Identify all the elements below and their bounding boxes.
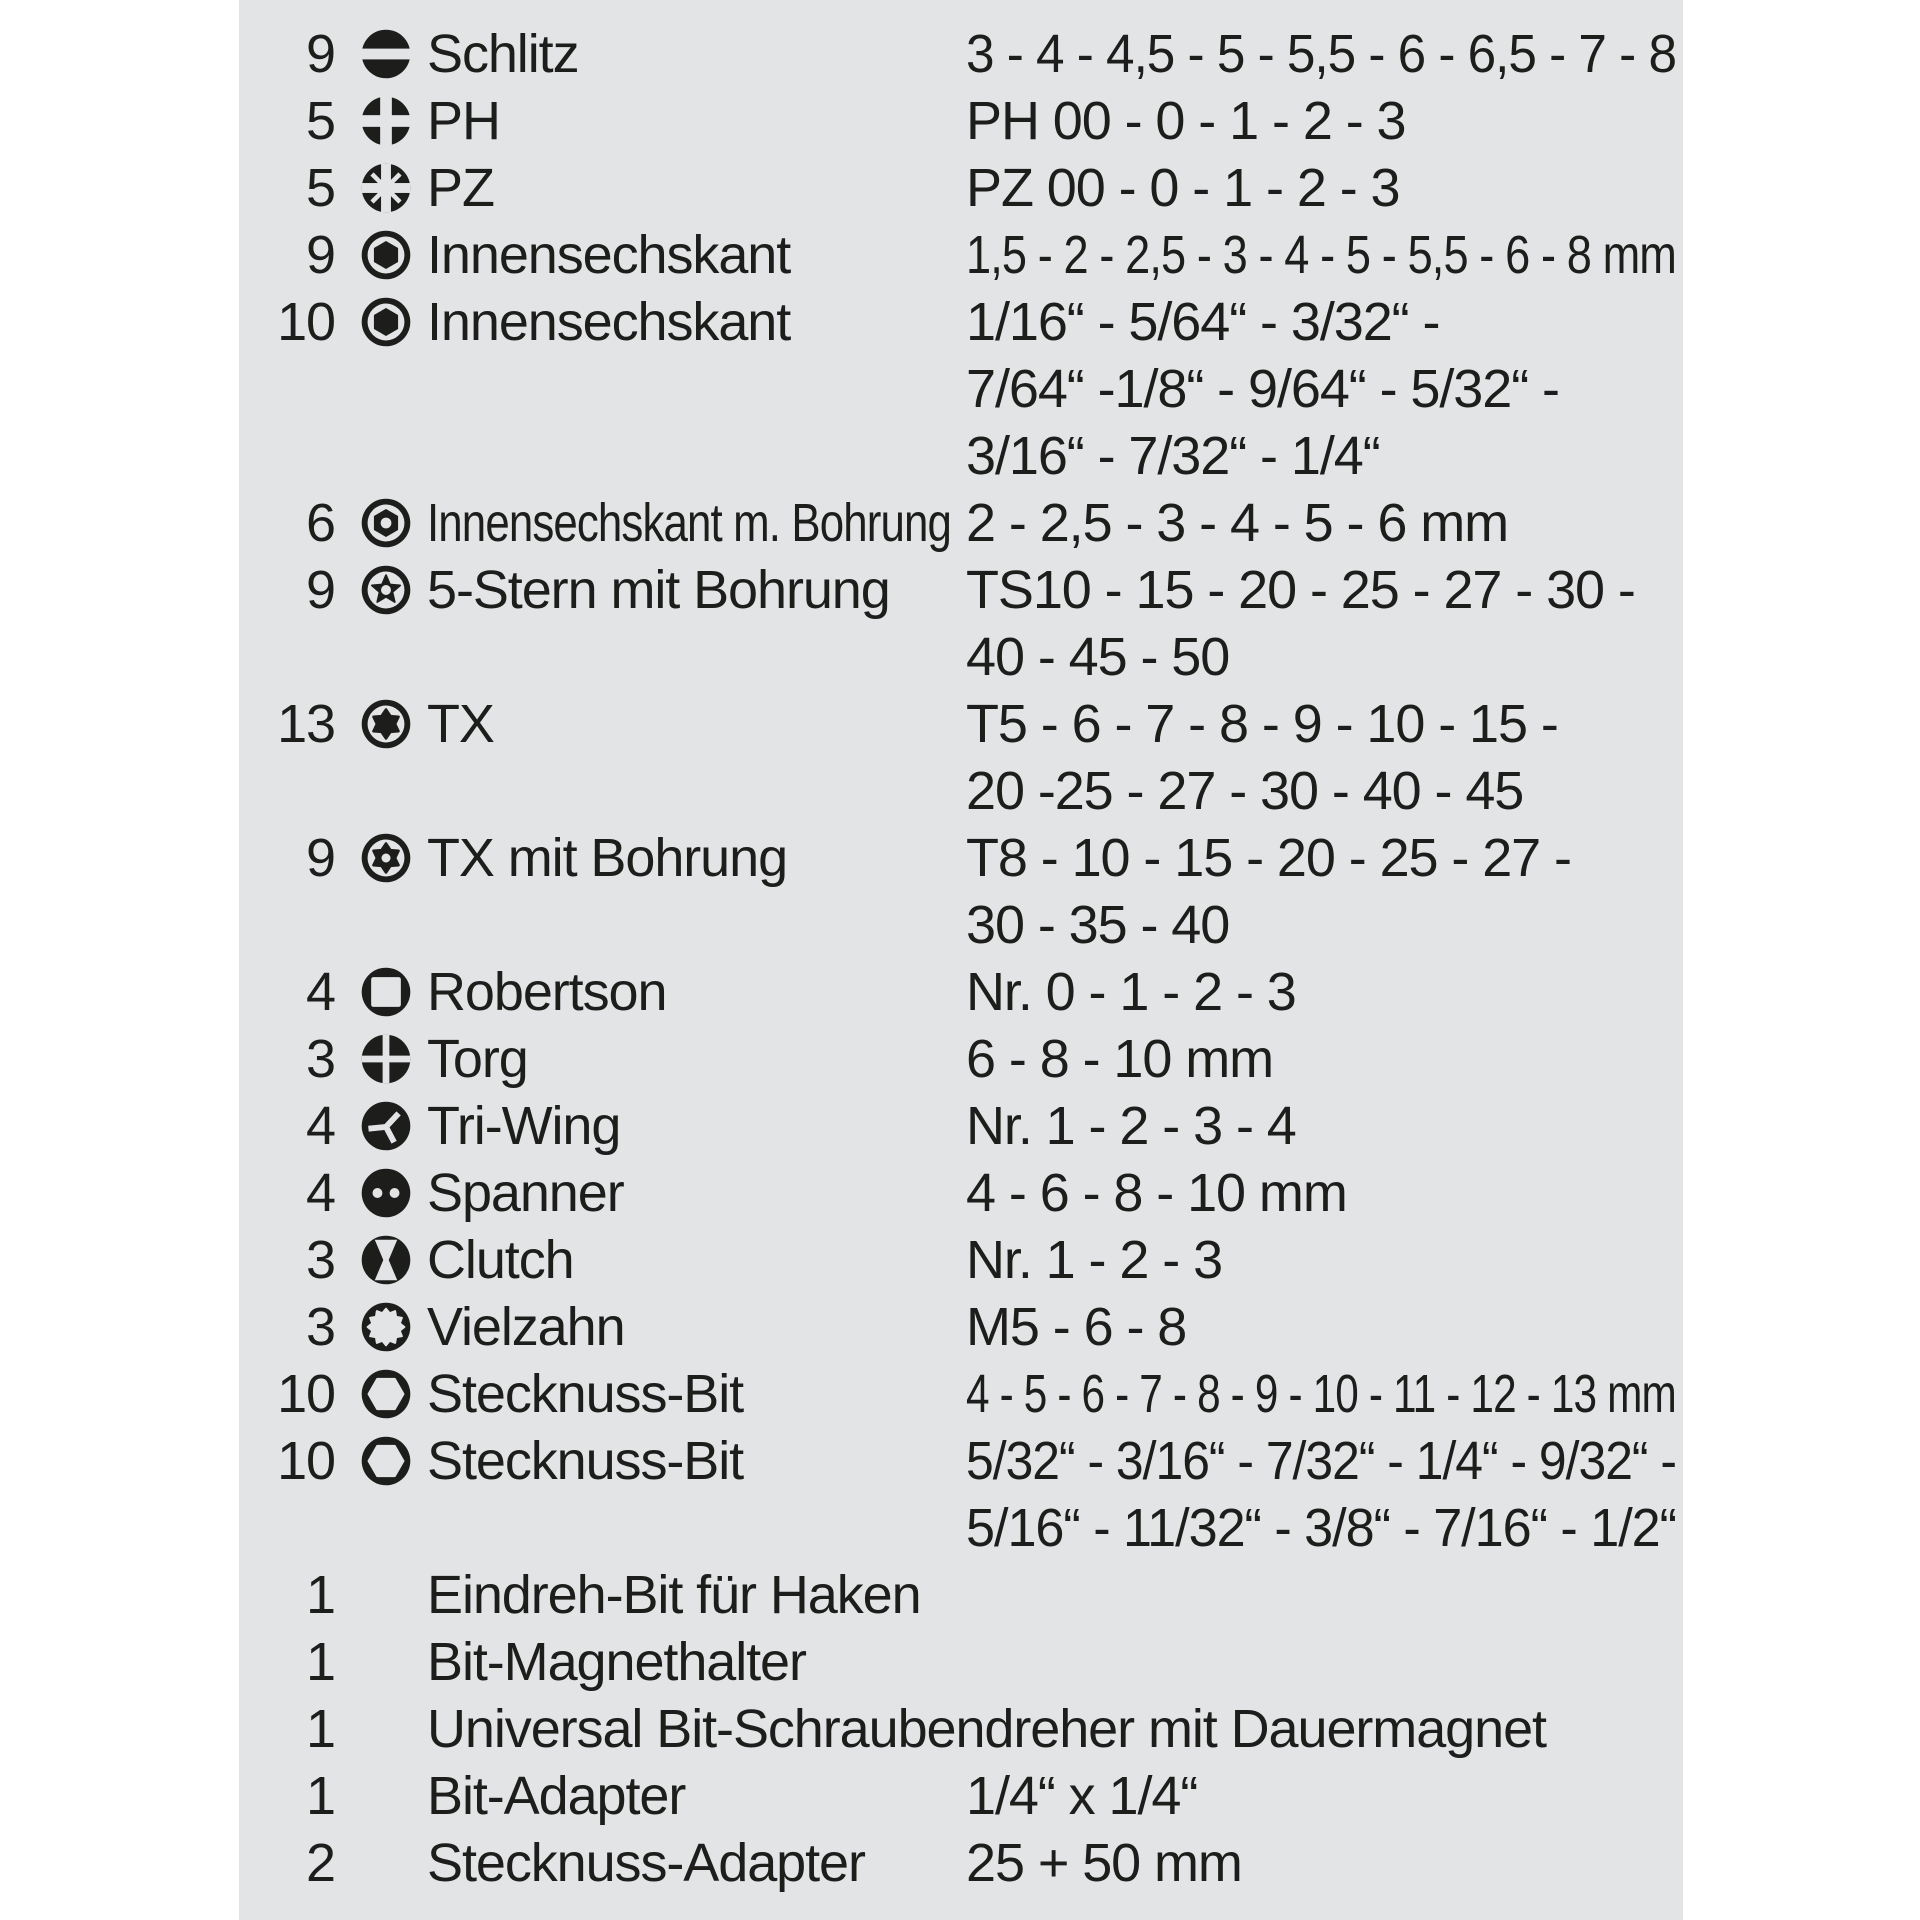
- type-label: Vielzahn: [427, 1297, 625, 1357]
- type-label: Bit-Magnethalter: [427, 1632, 806, 1692]
- sizes-text: 40 - 45 - 50: [966, 627, 1230, 687]
- spec-row: [239, 490, 1683, 557]
- spec-row: [239, 21, 1683, 88]
- quantity: 9: [306, 560, 335, 620]
- sizes-text: Nr. 0 - 1 - 2 - 3: [966, 962, 1296, 1022]
- type-label: Innensechskant: [427, 292, 791, 352]
- sizes-text: T5 - 6 - 7 - 8 - 9 - 10 - 15 -: [966, 694, 1558, 754]
- quantity: 6: [306, 493, 335, 553]
- quantity: 13: [277, 694, 335, 754]
- spec-row: [239, 289, 1683, 356]
- socket-hex-icon: [359, 1367, 413, 1421]
- type-label: Stecknuss-Adapter: [427, 1833, 865, 1893]
- sizes-text: 3/16“ - 7/32“ - 1/4“: [966, 426, 1380, 486]
- sizes-text: Nr. 1 - 2 - 3: [966, 1230, 1223, 1290]
- quantity: 1: [306, 1699, 335, 1759]
- star5-bore-icon: [359, 563, 413, 617]
- spec-row: [239, 1361, 1683, 1428]
- sizes-text: 2 - 2,5 - 3 - 4 - 5 - 6 mm: [966, 493, 1509, 553]
- spec-row: [239, 825, 1683, 892]
- quantity: 1: [306, 1565, 335, 1625]
- sizes-text: Nr. 1 - 2 - 3 - 4: [966, 1096, 1296, 1156]
- sizes-text: 6 - 8 - 10 mm: [966, 1029, 1274, 1089]
- spec-row: [239, 1093, 1683, 1160]
- quantity: 4: [306, 962, 335, 1022]
- spec-row: [239, 88, 1683, 155]
- spec-row: [239, 1160, 1683, 1227]
- type-label: Stecknuss-Bit: [427, 1431, 744, 1491]
- sizes-text: PH 00 - 0 - 1 - 2 - 3: [966, 91, 1406, 151]
- sizes-text: 5/32“ - 3/16“ - 7/32“ - 1/4“ - 9/32“ -: [966, 1431, 1676, 1491]
- quantity: 9: [306, 828, 335, 888]
- spec-row: [239, 691, 1683, 758]
- type-label: Torg: [427, 1029, 528, 1089]
- spec-row: [239, 1629, 1683, 1696]
- spec-row: [239, 1696, 1683, 1763]
- spec-row-continuation: [239, 758, 1683, 825]
- sizes-text: M5 - 6 - 8: [966, 1297, 1187, 1357]
- quantity: 1: [306, 1766, 335, 1826]
- hex-icon: [359, 228, 413, 282]
- sizes-text: 25 + 50 mm: [966, 1833, 1242, 1893]
- quantity: 10: [277, 1431, 335, 1491]
- sizes-text: 1/4“ x 1/4“: [966, 1766, 1198, 1826]
- quantity: 5: [306, 91, 335, 151]
- type-label: Innensechskant m. Bohrung: [427, 493, 952, 553]
- quantity: 9: [306, 24, 335, 84]
- type-label: Spanner: [427, 1163, 624, 1223]
- hex-icon: [359, 295, 413, 349]
- spec-rows: [239, 21, 1683, 1897]
- spec-row: [239, 1830, 1683, 1897]
- type-label: PZ: [427, 158, 494, 218]
- torq-icon: [359, 1032, 413, 1086]
- type-label: TX mit Bohrung: [427, 828, 788, 888]
- sizes-text: PZ 00 - 0 - 1 - 2 - 3: [966, 158, 1400, 218]
- quantity: 2: [306, 1833, 335, 1893]
- quantity: 1: [306, 1632, 335, 1692]
- clutch-icon: [359, 1233, 413, 1287]
- quantity: 3: [306, 1230, 335, 1290]
- spec-row: [239, 959, 1683, 1026]
- sizes-text: TS10 - 15 - 20 - 25 - 27 - 30 -: [966, 560, 1635, 620]
- sizes-text: T8 - 10 - 15 - 20 - 25 - 27 -: [966, 828, 1571, 888]
- quantity: 5: [306, 158, 335, 218]
- type-label: Bit-Adapter: [427, 1766, 686, 1826]
- spec-row: [239, 557, 1683, 624]
- sizes-text: 30 - 35 - 40: [966, 895, 1230, 955]
- quantity: 10: [277, 1364, 335, 1424]
- sizes-text: 1,5 - 2 - 2,5 - 3 - 4 - 5 - 5,5 - 6 - 8 mm: [966, 225, 1677, 285]
- type-label: Tri-Wing: [427, 1096, 621, 1156]
- type-label: Clutch: [427, 1230, 574, 1290]
- type-label: Universal Bit-Schraubendreher mit Dauermagnet: [427, 1699, 1546, 1759]
- spec-row: [239, 1763, 1683, 1830]
- torx-bore-icon: [359, 831, 413, 885]
- hex-bore-icon: [359, 496, 413, 550]
- spec-row-continuation: [239, 1495, 1683, 1562]
- spec-row: [239, 1294, 1683, 1361]
- type-label: Robertson: [427, 962, 667, 1022]
- type-label: PH: [427, 91, 500, 151]
- slot-icon: [359, 27, 413, 81]
- sizes-text: 3 - 4 - 4,5 - 5 - 5,5 - 6 - 6,5 - 7 - 8: [966, 24, 1676, 84]
- type-label: 5-Stern mit Bohrung: [427, 560, 890, 620]
- quantity: 10: [277, 292, 335, 352]
- sizes-text: 5/16“ - 11/32“ - 3/8“ - 7/16“ - 1/2“: [966, 1498, 1676, 1558]
- spec-row-continuation: [239, 356, 1683, 423]
- type-label: Innensechskant: [427, 225, 791, 285]
- sizes-text: 7/64“ -1/8“ - 9/64“ - 5/32“ -: [966, 359, 1559, 419]
- quantity: 3: [306, 1297, 335, 1357]
- spec-row-continuation: [239, 624, 1683, 691]
- spec-row: [239, 1428, 1683, 1495]
- torx-icon: [359, 697, 413, 751]
- spec-row: [239, 1227, 1683, 1294]
- spec-row-continuation: [239, 423, 1683, 490]
- spec-row: [239, 222, 1683, 289]
- quantity: 4: [306, 1096, 335, 1156]
- sizes-text: 4 - 5 - 6 - 7 - 8 - 9 - 10 - 11 - 12 - 13 mm: [966, 1364, 1676, 1424]
- type-label: Schlitz: [427, 24, 579, 84]
- spec-panel: [239, 0, 1683, 1920]
- phillips-icon: [359, 94, 413, 148]
- type-label: Stecknuss-Bit: [427, 1364, 744, 1424]
- robertson-icon: [359, 965, 413, 1019]
- type-label: TX: [427, 694, 494, 754]
- sizes-text: 1/16“ - 5/64“ - 3/32“ -: [966, 292, 1440, 352]
- spec-row: [239, 1026, 1683, 1093]
- spline-icon: [359, 1300, 413, 1354]
- quantity: 4: [306, 1163, 335, 1223]
- spec-row-continuation: [239, 892, 1683, 959]
- type-label: Eindreh-Bit für Haken: [427, 1565, 921, 1625]
- spanner-icon: [359, 1166, 413, 1220]
- quantity: 9: [306, 225, 335, 285]
- spec-row: [239, 1562, 1683, 1629]
- quantity: 3: [306, 1029, 335, 1089]
- sizes-text: 20 -25 - 27 - 30 - 40 - 45: [966, 761, 1524, 821]
- sizes-text: 4 - 6 - 8 - 10 mm: [966, 1163, 1347, 1223]
- spec-row: [239, 155, 1683, 222]
- socket-hex-icon: [359, 1434, 413, 1488]
- pozidriv-icon: [359, 161, 413, 215]
- tri-wing-icon: [359, 1099, 413, 1153]
